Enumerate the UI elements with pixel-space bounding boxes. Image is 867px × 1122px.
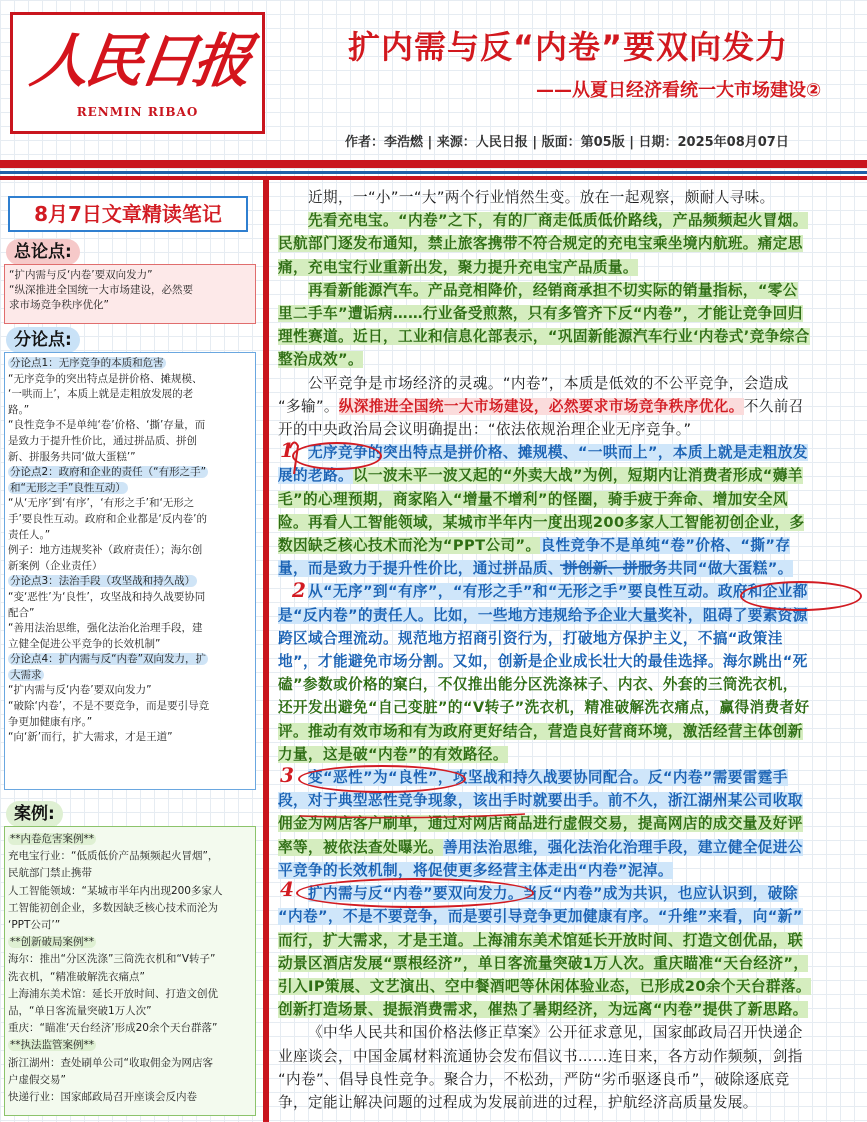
point-line: ‘一哄而上’，本质上就是走粗放发展的老 — [8, 388, 194, 401]
newspaper-logo — [10, 12, 265, 134]
summary-line: “扩内需与反‘内卷’要双向发力” — [9, 269, 153, 281]
case-line: 户虚假交易” — [8, 1073, 66, 1086]
point-heading: 大需求 — [10, 668, 42, 681]
point3-highlight: 变“恶性”为“良性”，攻坚战和持久战要协同配合。反“内卷”需要雷霆手 — [308, 769, 788, 787]
summary-label: 总论点: — [6, 239, 80, 265]
body-line: 地”，才能避免市场分割。又如，创新是企业成长壮大的最佳选择。海尔跳出“死 — [278, 653, 808, 671]
point-line: 争更加健康有序。” — [8, 715, 93, 728]
case-line: 洗衣机，“精准破解洗衣痛点” — [8, 970, 145, 983]
body-line-part: 善用法治思维，强化法治化治理手段，建立健全促进公 — [442, 838, 803, 856]
annotation-oval — [740, 581, 862, 611]
case-line: 民航部门禁止携带 — [8, 867, 92, 880]
case-line: 工智能初创企业，多数因缺乏核心技术而沦为 — [8, 901, 218, 914]
body-line: 整治成效”。 — [278, 351, 363, 369]
body-line: 量，而是致力于提升性价比，通过拼品质、拼创新、拼服务共同“做大蛋糕”。 — [278, 560, 793, 578]
point-line: 责任人。” — [8, 528, 51, 541]
annotation-number: 3 — [280, 763, 294, 787]
point-line: “向‘新’而行，扩大需求，才是王道” — [8, 731, 173, 744]
header-divider-red-thin — [0, 176, 867, 180]
case-line: 快递行业：国家邮政局召开座谈会反内卷 — [8, 1091, 197, 1104]
body-line: 而行，扩大需求，才是王道。上海浦东美术馆延长开放时间、打造文创优品，联 — [278, 931, 803, 949]
body-line: 《中华人民共和国价格法修正草案》公开征求意见，国家邮政局召开快递企 — [308, 1024, 803, 1042]
point2-highlight: 从“无序”到“有序”，“有形之手”和“无形之手”要良性互动。政府和企业都 — [308, 583, 808, 601]
point-line: “良性竞争不是单纯‘卷’价格、‘撕’存量，而 — [8, 419, 206, 432]
annotation-number: 4 — [280, 877, 294, 901]
body-line-part: 以一波未平一波又起的“外卖大战”为例，短期内让消费者形成“薅羊 — [352, 467, 803, 485]
body-line: 还开发出避免“自己变脏”的“V转子”洗衣机，精准破解洗衣痛点，赢得消费者好 — [278, 699, 810, 717]
body-line-part: 不久前召 — [743, 397, 804, 415]
point-line: 手’要良性互动。政府和企业都是‘反内卷’的 — [8, 512, 208, 525]
case-line: 人工智能领域：“某城市半年内出现200多家人 — [8, 884, 223, 897]
point-line: 例子：地方违规奖补（政府责任）；海尔创 — [8, 544, 203, 557]
body-line: 里二手车”遭诟病……行业备受煎熬，只有多管齐下反“内卷”，才能让竞争回归 — [278, 305, 803, 323]
article-subtitle: ——从夏日经济看统一大市场建设② — [536, 80, 822, 101]
body-line: 毛”的心理预期，商家陷入“增量不增利”的怪圈，骑手疲于奔命、增加安全风 — [278, 490, 788, 508]
body-line: 评。推动有效市场和有为政府更好结合，营造良好营商环境，激活经营主体创新 — [278, 722, 803, 740]
body-line: 跨区域合理流动。规范地方招商引资行为，打破地方保护主义，不搞“政策洼 — [278, 629, 783, 647]
case-line: 重庆：“瞄准‘天台经济’形成20余个天台群落” — [8, 1022, 218, 1035]
body-line: 动景区酒店发展“票根经济”，单日客流量突破1万人次。重庆瞄准“天台经济”， — [278, 954, 809, 972]
body-line: 先看充电宝。“内卷”之下，有的厂商走低质低价路线，产品频频起火冒烟。 — [308, 212, 808, 230]
cases-box — [4, 826, 256, 1116]
case-line: 浙江湖州：查处刷单公司“收取佣金为网店客 — [8, 1056, 213, 1069]
case-line: 充电宝行业：“低质低价产品频频起火冒烟”， — [8, 850, 219, 863]
annotation-number: 1 — [280, 438, 294, 462]
point-line: “善用法治思维，强化法治化治理手段，建 — [8, 622, 203, 635]
point-line: 配合” — [8, 606, 35, 619]
case-line: 品，“单日客流量突破1万人次” — [8, 1005, 152, 1018]
thesis-highlight: 纵深推进全国统一大市场建设，必然要求市场竞争秩序优化。 — [338, 397, 744, 415]
body-line-part: “多输”。 — [278, 397, 339, 415]
case-line: ‘PPT公司’” — [8, 919, 61, 932]
body-line: 创新打造场景、提振消费需求，催热了暑期经济，为远离“内卷”提供了新思路。 — [278, 1001, 808, 1019]
body-line: 痛，充电宝行业重新出发，聚力提升充电宝产品质量。 — [278, 258, 638, 276]
column-divider — [263, 178, 269, 1122]
article-byline: 作者：李浩燃 | 来源：人民日报 | 版面：第05版 | 日期：2025年08月07日 — [345, 135, 789, 150]
point-line: 是致力于提升性价比，通过拼品质、拼创 — [8, 434, 197, 447]
point-heading: 和“无形之手”良性互动） — [10, 481, 126, 494]
case-line: 海尔：推出“分区洗涤”三筒洗衣机和“V转子” — [8, 953, 216, 966]
body-line: 理性赛道。近日，工业和信息化部表示，“巩固新能源汽车行业‘内卷式’竞争综合 — [278, 328, 810, 346]
notes-heading: 8月7日文章精读笔记 — [8, 196, 248, 232]
point-line: 新、拼服务共同‘做大蛋糕’” — [8, 450, 136, 463]
points-label: 分论点: — [6, 327, 80, 353]
cases-label: 案例: — [6, 801, 63, 827]
point-line: “扩内需与反‘内卷’要双向发力” — [8, 684, 152, 697]
body-line: 佣金为网店客户刷单，通过对网店商品进行虚假交易，提高网店的成交量及好评 — [278, 815, 803, 833]
body-line: 公平竞争是市场经济的灵魂。“内卷”，本质是低效的不公平竞争，会造成 — [308, 374, 789, 392]
logo-wordmark: 人民日报 — [26, 27, 253, 95]
body-line: 再看新能源汽车。产品竞相降价，经销商承担不切实际的销量指标，“零公 — [308, 281, 798, 299]
point-line: “无序竞争的突出特点是拼价格、摊规模、 — [8, 372, 203, 385]
body-line: 磕”参数或价格的窠臼，不仅推出能分区洗涤袜子、内衣、外套的三筒洗衣机， — [278, 676, 798, 694]
body-line: 业座谈会，中国金属材料流通协会发布倡议书……连日来，各方动作频频，剑指 — [278, 1047, 803, 1065]
body-line: “内卷”、倡导良性竞争。聚合力，不松劲，严防“劣币驱逐良币”，破除逐底竞 — [278, 1070, 790, 1088]
point-line: “变‘恶性’为‘良性’，攻坚战和持久战要协同 — [8, 590, 206, 603]
body-line: 争，定能让解决问题的过程成为发展前进的过程，护航经济高质量发展。 — [278, 1093, 758, 1111]
article-body — [278, 186, 864, 1114]
body-line: 民航部门逐发布通知，禁止旅客携带不符合规定的充电宝乘坐境内航班。痛定思 — [278, 235, 803, 253]
point4-highlight: 扩内需与反“内卷”要双向发力。当反“内卷”成为共识，也应认识到，破除 — [308, 885, 798, 903]
body-line-part: 数因缺乏核心技术而沦为“PPT公司”。 — [278, 537, 541, 555]
case-heading: **执法监管案例** — [10, 1039, 94, 1052]
point-line: “从‘无序’到‘有序’，‘有形之手’和‘无形之 — [8, 497, 195, 510]
logo-pinyin: RENMIN RIBAO — [76, 105, 199, 119]
body-line: 险。再看人工智能领域，某城市半年内一度出现200多家人工智能初创企业，多 — [278, 513, 805, 531]
annotation-number: 2 — [292, 578, 306, 602]
body-line: 引入IP策展、文艺演出、空中餐酒吧等休闲体验业态，已形成20余个天台群落。 — [278, 977, 811, 995]
body-line: 力量，这是破“内卷”的有效路径。 — [278, 745, 508, 763]
annotation-oval — [296, 878, 534, 908]
point-heading: 分论点4：扩内需与反“内卷”双向发力，扩 — [10, 653, 207, 666]
point-line: 新案例（企业责任） — [8, 559, 103, 572]
point-line: 立健全促进公平竞争的长效机制” — [8, 637, 161, 650]
point-heading: 分论点1：无序竞争的本质和危害 — [10, 357, 164, 369]
point-heading: 分论点2：政府和企业的责任（“有形之手” — [10, 466, 207, 479]
body-line: “内卷”，不是不要竞争，而是要引导竞争更加健康有序。“升维”来看，向“新” — [278, 908, 803, 926]
header-divider-blue — [0, 171, 867, 174]
summary-box — [4, 264, 256, 324]
summary-line: 求市场竞争秩序优化” — [9, 299, 109, 311]
annotation-oval — [292, 442, 382, 470]
case-heading: **内卷危害案例** — [10, 833, 94, 845]
body-line: 段，对于典型恶性竞争现象，该出手时就要出手。前不久，浙江湖州某公司收取 — [278, 792, 803, 810]
body-line-part: 良性竞争不是单纯“卷”价格、“撕”存 — [540, 537, 791, 555]
point-line: 路。” — [8, 403, 30, 416]
point1-highlight: 无序竞争的突出特点是拼价格、摊规模、“一哄而上”，本质上就是走粗放发 — [308, 444, 808, 462]
body-line: 近期，一“小”一“大”两个行业悄然生变。放在一起观察，颇耐人寻味。 — [308, 189, 775, 206]
body-line-part: 展的老路。 — [278, 467, 353, 485]
summary-line: “纵深推进全国统一大市场建设，必然要 — [9, 284, 193, 296]
point-line: “破除‘内卷’，不是不要竞争，而是要引导竞 — [8, 700, 210, 713]
points-box — [4, 352, 256, 790]
body-line: 平竞争的长效机制，将促使更多经营主体走出“内卷”泥淖。 — [278, 861, 673, 879]
body-line-part: 率等，被依法查处曝光。 — [278, 838, 443, 856]
case-line: 上海浦东美术馆：延长开放时间、打造文创优 — [8, 987, 218, 1000]
case-heading: **创新破局案例** — [10, 936, 94, 949]
article-title: 扩内需与反“内卷”要双向发力 — [348, 28, 789, 66]
body-line: 是“反内卷”的责任人。比如，一些地方违规给予企业大量奖补，阻碍了要素资源 — [278, 606, 808, 624]
body-line: 开的中央政治局会议明确提出：“依法依规治理企业无序竞争。” — [278, 421, 692, 439]
header-divider-red — [0, 160, 867, 168]
annotation-oval — [298, 765, 466, 793]
point-heading: 分论点3：法治手段（攻坚战和持久战） — [10, 575, 196, 588]
